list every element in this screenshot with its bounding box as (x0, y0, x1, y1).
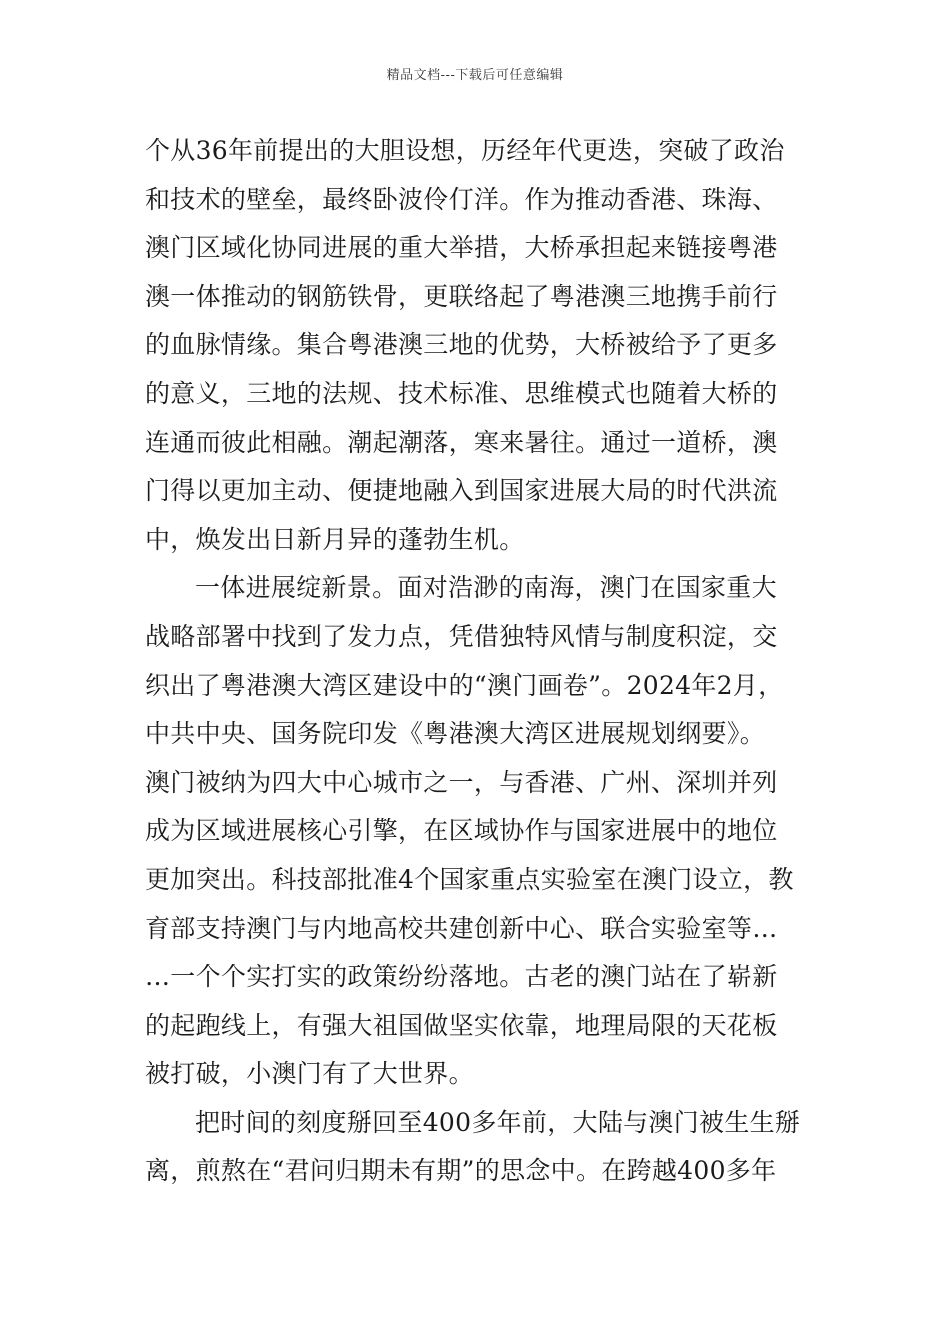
text-line: …一个个实打实的政策纷纷落地。古老的澳门站在了崭新 (145, 962, 778, 992)
text-line: 的血脉情缘。集合粤港澳三地的优势，大桥被给予了更多 (145, 330, 778, 360)
text-line: 澳门区域化协同进展的重大举措，大桥承担起来链接粤港 (145, 233, 778, 263)
document-body (145, 127, 815, 1196)
text-line-indented: 一体进展绽新景。面对浩渺的南海，澳门在国家重大 (195, 573, 777, 603)
text-line: 织出了粤港澳大湾区建设中的“澳门画卷”。2024年2月， (145, 670, 784, 700)
text-line: 澳门被纳为四大中心城市之一，与香港、广州、深圳并列 (145, 767, 778, 797)
text-line: 战略部署中找到了发力点，凭借独特风情与制度积淀，交 (145, 621, 778, 651)
text-line: 更加突出。科技部批准4个国家重点实验室在澳门设立，教 (145, 864, 794, 894)
text-line: 成为区域进展核心引擎，在区域协作与国家进展中的地位 (145, 816, 778, 846)
text-line: 中共中央、国务院印发《粤港澳大湾区进展规划纲要》。 (145, 719, 766, 749)
text-line: 的起跑线上，有强大祖国做坚实依靠，地理局限的天花板 (145, 1010, 778, 1040)
text-line: 门得以更加主动、便捷地融入到国家进展大局的时代洪流 (145, 476, 778, 506)
text-line: 的意义，三地的法规、技术标准、思维模式也随着大桥的 (145, 378, 778, 408)
text-line: 被打破，小澳门有了大世界。 (145, 1059, 474, 1089)
page-header: 精品文档---下载后可任意编辑 (386, 68, 564, 83)
text-line: 连通而彼此相融。潮起潮落，寒来暑往。通过一道桥，澳 (145, 427, 778, 457)
text-line: 离，煎熬在“君问归期未有期”的思念中。在跨越400多年 (145, 1156, 777, 1186)
text-line-indented: 把时间的刻度掰回至400多年前，大陆与澳门被生生掰 (195, 1107, 801, 1137)
text-line: 和技术的壁垒，最终卧波伶仃洋。作为推动香港、珠海、 (145, 184, 778, 214)
text-line: 澳一体推动的钢筋铁骨，更联络起了粤港澳三地携手前行 (145, 281, 778, 311)
text-line: 中，焕发出日新月异的蓬勃生机。 (145, 524, 525, 554)
text-line: 育部支持澳门与内地高校共建创新中心、联合实验室等… (145, 913, 778, 943)
text-line: 个从36年前提出的大胆设想，历经年代更迭，突破了政治 (145, 136, 785, 165)
